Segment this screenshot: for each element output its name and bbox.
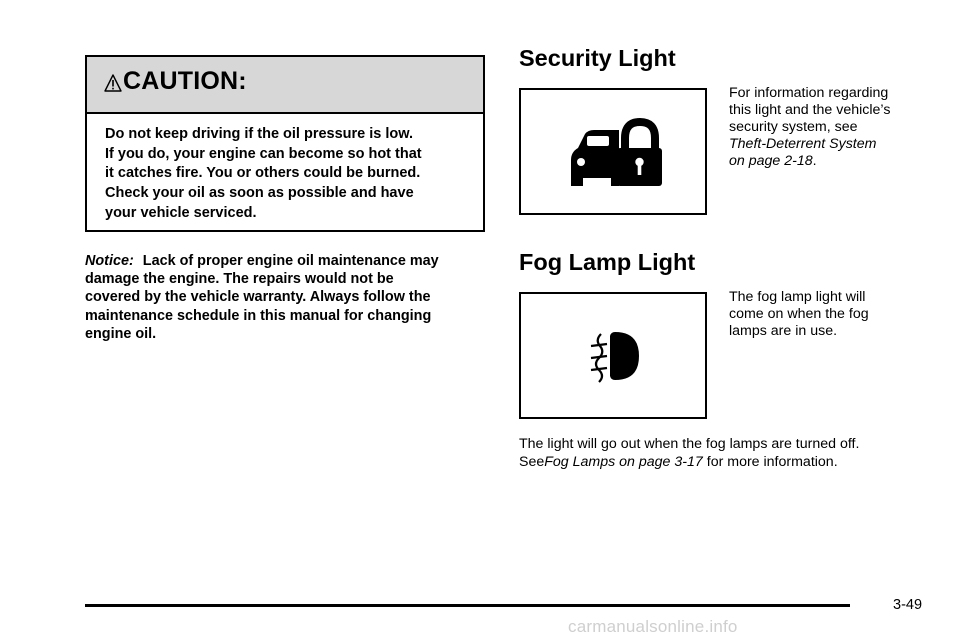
caution-title: CAUTION:	[123, 67, 247, 95]
caution-box	[85, 55, 485, 232]
caution-line: your vehicle serviced.	[105, 204, 257, 221]
theft-deterrent-reference[interactable]: Theft-Deterrent System	[729, 136, 877, 152]
period: .	[812, 153, 817, 169]
fog-text-line: The fog lamp light will	[729, 289, 866, 305]
notice-line: covered by the vehicle warranty. Always follow the	[85, 289, 431, 306]
fog-lamp-icon-box	[519, 292, 707, 419]
security-text-line: For information regarding	[729, 85, 889, 101]
security-text-line: security system, see	[729, 119, 858, 135]
notice-line: maintenance schedule in this manual for changing	[85, 307, 432, 324]
notice-paragraph	[85, 252, 489, 343]
fog-lamp-icon	[521, 294, 705, 417]
security-light-icon	[521, 90, 705, 213]
page-number: 3-49	[893, 597, 923, 613]
security-light-icon-box	[519, 88, 707, 215]
security-light-description	[729, 85, 939, 170]
fog-lamp-note	[519, 435, 939, 471]
see-label: See	[519, 454, 545, 470]
theft-deterrent-page-reference[interactable]: on page 2-18	[729, 153, 813, 169]
caution-line: it catches fire. You or others could be burned.	[105, 165, 421, 182]
notice-line: engine oil.	[85, 325, 157, 342]
fog-note-line: The light will go out when the fog lamps are turned off.	[519, 436, 860, 452]
notice-line: Lack of proper engine oil maintenance may	[142, 253, 439, 269]
fog-lamps-page-reference[interactable]: Fog Lamps on page 3-17	[544, 454, 703, 470]
fog-text-line: lamps are in use.	[729, 323, 838, 339]
fog-text-line: come on when the fog	[729, 306, 869, 322]
notice-line: damage the engine. The repairs would not be	[85, 271, 394, 288]
fog-lamp-description	[729, 289, 939, 340]
fog-lamp-light-heading: Fog Lamp Light	[519, 249, 696, 275]
footer-divider	[85, 604, 850, 607]
notice-label: Notice:	[85, 253, 134, 269]
caution-line: Check your oil as soon as possible and have	[105, 185, 414, 202]
fog-note-tail: for more information.	[706, 454, 838, 470]
caution-text	[105, 125, 477, 224]
watermark: carmanualsonline.info	[568, 617, 738, 636]
security-light-heading: Security Light	[519, 45, 676, 71]
caution-line: Do not keep driving if the oil pressure is low.	[105, 126, 414, 142]
caution-header	[87, 57, 483, 114]
security-text-line: this light and the vehicle’s	[729, 102, 891, 118]
caution-line: If you do, your engine can become so hot that	[105, 145, 422, 162]
warning-triangle-icon	[103, 73, 123, 93]
